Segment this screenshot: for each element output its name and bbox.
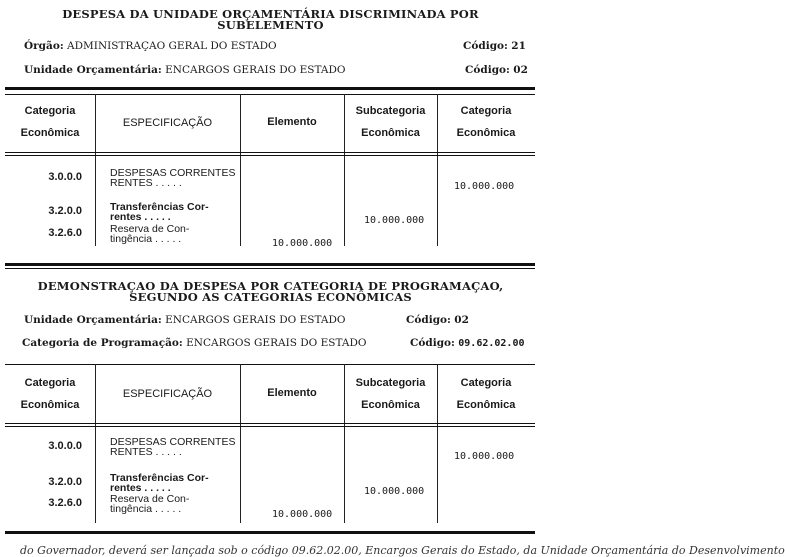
unidade-value: ENCARGOS GERAIS DO ESTADO (165, 64, 346, 76)
t1-r1-spec (110, 169, 238, 188)
orgao-codigo (463, 40, 526, 52)
section1-title-line1: DESPESA DA UNIDADE ORÇAMENTÁRIA DISCRIMINADA POR (62, 7, 479, 21)
section2-title-line2: SEGUNDO AS CATEGORIAS ECONÔMICAS (129, 290, 412, 304)
s2-categoria-codigo-value: 09.62.02.00 (458, 338, 525, 349)
table2-bottom-rule (5, 531, 535, 534)
t1-hdr-catecon-l1: Categoria (460, 105, 512, 117)
t1-r1-spec-l2: RENTES . . . . . (110, 176, 182, 189)
table1-top-rule (5, 87, 535, 90)
t2-r2-subcategoria: 10.000.000 (364, 486, 425, 497)
t2-r3-elemento: 10.000.000 (272, 509, 333, 520)
table2-top-rule (5, 364, 535, 365)
t1-hdr-subcat-l2: Econômica (361, 127, 420, 139)
t1-r3-code: 3.2.6.0 (48, 227, 82, 239)
t1-hdr-cat (5, 100, 95, 144)
section1-title-line2: SUBELEMENTO (217, 18, 324, 32)
footer-clip (0, 541, 785, 557)
s2-unidade-codigo (406, 314, 469, 326)
t1-r2-spec-l2: rentes . . . . . (110, 210, 171, 223)
s2-unidade-codigo-value: 02 (454, 314, 469, 326)
t2-hdr-catecon (437, 372, 535, 416)
s2-categoria-value: ENCARGOS GERAIS DO ESTADO (186, 337, 367, 349)
t2-hdr-subcat (344, 372, 437, 416)
s2-categoria-codigo (410, 337, 525, 349)
unidade-codigo (465, 64, 528, 76)
s2-unidade-label: Unidade Orçamentária: (24, 314, 162, 326)
t1-hdr-spec: ESPECIFICAÇÃO (122, 117, 213, 129)
t1-hdr-subcat-l1: Subcategoria (355, 105, 426, 117)
s2-categoria-label: Categoria de Programação: (22, 337, 183, 349)
t1-r3-spec (110, 225, 238, 244)
unidade-label: Unidade Orçamentária: (24, 64, 162, 76)
t2-r3-spec-l1: Reserva de Con- (110, 493, 190, 505)
t1-hdr-cat-l1: Categoria (24, 105, 76, 117)
t2-r3-spec (110, 495, 238, 514)
t2-r1-spec (110, 438, 238, 457)
t2-r2-spec-l1: Transferências Cor- (110, 472, 209, 484)
t1-r2-spec (110, 203, 238, 222)
t1-r3-elemento: 10.000.000 (272, 238, 333, 249)
t2-hdr-catecon-l1: Categoria (460, 377, 512, 389)
t1-r2-code: 3.2.0.0 (48, 205, 82, 217)
s2-categoria-line (22, 337, 367, 349)
t2-hdr-cat-l1: Categoria (24, 377, 76, 389)
orgao-line (24, 40, 277, 52)
t2-hdr-subcat-l2: Econômica (361, 399, 420, 411)
s2-unidade-line (24, 314, 346, 326)
orgao-codigo-value: 21 (511, 40, 526, 52)
table1-header-rule (5, 152, 535, 153)
t2-hdr-elemento: Elemento (267, 387, 317, 399)
t2-r3-spec-l2: tingência . . . . . (110, 502, 182, 515)
t1-r2-spec-l1: Transferências Cor- (110, 201, 209, 213)
t2-hdr-cat-l2: Econômica (20, 399, 80, 411)
s2-unidade-codigo-label: Código: (406, 314, 451, 326)
table1-header-rule-2 (5, 155, 535, 156)
t1-r2-subcategoria: 10.000.000 (364, 215, 425, 226)
t1-hdr-catecon (437, 100, 535, 144)
t2-r1-spec-l2: RENTES . . . . . (110, 445, 182, 458)
t2-hdr-catecon-l2: Econômica (456, 399, 516, 411)
t2-r1-categoria: 10.000.000 (454, 451, 515, 462)
section2-title-line1: DEMONSTRAÇAO DA DESPESA POR CATEGORIA DE PROGRAMAÇAO, (37, 279, 504, 293)
table1-bottom-rule-2 (5, 268, 535, 269)
table1-bottom-rule (5, 263, 535, 266)
t1-hdr-catecon-l2: Econômica (456, 127, 516, 139)
t2-r2-code: 3.2.0.0 (48, 476, 82, 488)
t1-r3-spec-l2: tingência . . . . . (110, 232, 182, 245)
table2-header-rule-2 (5, 426, 535, 427)
footer-fragment: do Governador, deverá ser lançada sob o código 09.62.02.00, Encargos Gerais do Estado, da Unidade Orçamentária do Desenvolvimento (20, 544, 785, 557)
t2-hdr-cat (5, 372, 95, 416)
t1-r3-spec-l1: Reserva de Con- (110, 223, 190, 235)
t2-hdr-subcat-l1: Subcategoria (355, 377, 426, 389)
t2-r1-spec-l1: DESPESAS CORRENTES (110, 436, 236, 448)
t1-hdr-elemento: Elemento (267, 116, 317, 128)
t2-hdr-spec: ESPECIFICAÇÃO (122, 388, 213, 400)
table2-header-rule (5, 423, 535, 424)
s2-categoria-codigo-label: Código: (410, 337, 455, 349)
unidade-codigo-label: Código: (465, 64, 510, 76)
t1-hdr-cat-l2: Econômica (20, 127, 80, 139)
t1-hdr-subcat (344, 100, 437, 144)
unidade-codigo-value: 02 (513, 64, 528, 76)
t2-r2-spec-l2: rentes . . . . . (110, 481, 171, 494)
orgao-codigo-label: Código: (463, 40, 508, 52)
orgao-label: Órgão: (24, 40, 64, 52)
t1-r1-code: 3.0.0.0 (48, 171, 82, 183)
t2-r3-code: 3.2.6.0 (48, 497, 82, 509)
s2-unidade-value: ENCARGOS GERAIS DO ESTADO (165, 314, 346, 326)
t2-r2-spec (110, 474, 238, 493)
table1-top-rule-2 (5, 94, 535, 95)
t1-r1-spec-l1: DESPESAS CORRENTES (110, 167, 236, 179)
t2-r1-code: 3.0.0.0 (48, 440, 82, 452)
unidade-line (24, 64, 346, 76)
orgao-value: ADMINISTRAÇAO GERAL DO ESTADO (67, 40, 277, 52)
t1-r1-categoria: 10.000.000 (454, 181, 515, 192)
